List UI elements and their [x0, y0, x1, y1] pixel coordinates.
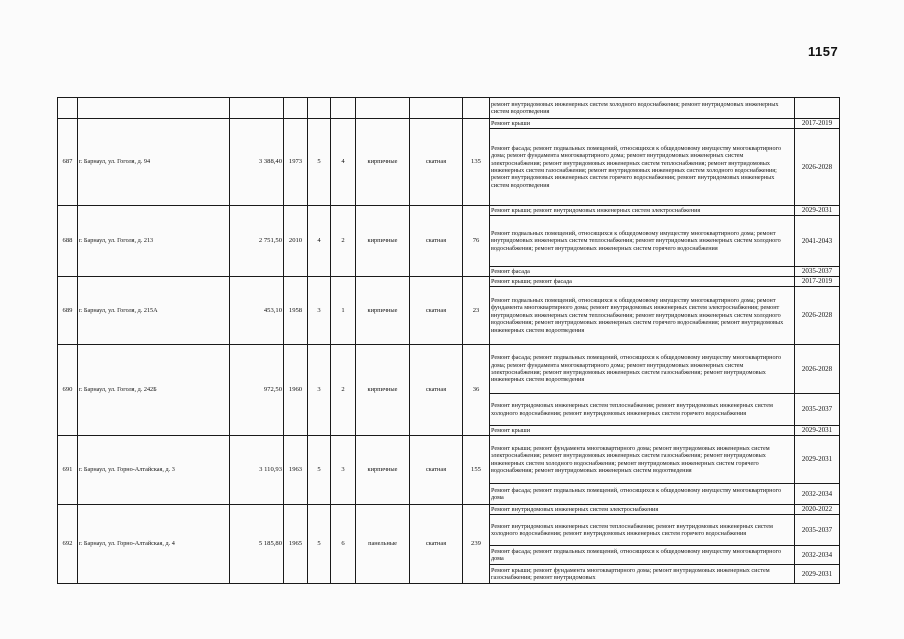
repair-period: 2029-2031: [795, 206, 840, 216]
total-area: 3 388,40: [230, 119, 284, 206]
empty-cell: [410, 98, 463, 119]
total-area: 2 751,50: [230, 206, 284, 277]
roof-type: скатная: [410, 505, 463, 584]
work-description: Ремонт крыши; ремонт фундамента многоквартирного дома; ремонт внутридомовых инженерных систем электроснабжения; ремонт внутридомовых инженерных систем газоснабжения; ремонт внутридомовых инженерных систем холодного водоснабжения; ремонт внутридомовых инженерных систем горячего водоснабжения; ремонт внутридомовых инженерных систем водоотведения: [490, 436, 795, 484]
apartments-count: 23: [463, 277, 490, 345]
address: г. Барнаул, ул. Горно-Алтайская, д. 4: [78, 505, 230, 584]
entrances-count: 3: [331, 436, 356, 505]
wall-material: кирпичные: [356, 119, 410, 206]
empty-cell: [58, 98, 78, 119]
entrances-count: 4: [331, 119, 356, 206]
floors-count: 5: [308, 436, 331, 505]
repair-period: 2035-2037: [795, 267, 840, 277]
table-row: [58, 277, 840, 287]
work-description: Ремонт крыши; ремонт фасада: [490, 277, 795, 287]
repair-period: 2017-2019: [795, 119, 840, 129]
address: г. Барнаул, ул. Гоголя, д. 242Б: [78, 345, 230, 436]
apartments-count: 135: [463, 119, 490, 206]
row-number: 690: [58, 345, 78, 436]
empty-cell: [308, 98, 331, 119]
empty-cell: [463, 98, 490, 119]
work-description: Ремонт фасада; ремонт подвальных помещений, относящихся к общедомовому имуществу многоквартирного дома; ремонт фундамента многоквартирного дома; ремонт внутридомовых инженерных систем электроснабжения; ремонт внутридомовых инженерных систем теплоснабжения; ремонт внутридомовых инженерных систем газоснабжения; ремонт внутридомовых инженерных систем холодного водоснабжения; ремонт внутридомовых инженерных систем горячего водоснабжения; ремонт внутридомовых инженерных систем водоотведения: [490, 129, 795, 206]
roof-type: скатная: [410, 436, 463, 505]
address: г. Барнаул, ул. Гоголя, д. 215А: [78, 277, 230, 345]
total-area: 972,50: [230, 345, 284, 436]
roof-type: скатная: [410, 277, 463, 345]
total-area: 3 110,93: [230, 436, 284, 505]
capital-repair-table: [57, 97, 840, 584]
entrances-count: 2: [331, 206, 356, 277]
work-description: Ремонт внутридомовых инженерных систем теплоснабжения; ремонт внутридомовых инженерных систем холодного водоснабжения; ремонт внутридомовых инженерных систем горячего водоснабжения: [490, 515, 795, 546]
table-row: [58, 119, 840, 129]
repair-period: 2029-2031: [795, 436, 840, 484]
empty-cell: [230, 98, 284, 119]
work-description: Ремонт подвальных помещений, относящихся к общедомовому имуществу многоквартирного дома; ремонт внутридомовых инженерных систем теплоснабжения; ремонт внутридомовых инженерных систем холодного водоснабжения; ремонт внутридомовых инженерных систем горячего водоснабжения: [490, 216, 795, 267]
work-description: ремонт внутридомовых инженерных систем холодного водоснабжения; ремонт внутридомовых инженерных систем водоотведения: [490, 98, 795, 119]
page-number: 1157: [808, 44, 839, 59]
total-area: 5 185,80: [230, 505, 284, 584]
year-built: 1973: [284, 119, 308, 206]
empty-cell: [795, 98, 840, 119]
work-description: Ремонт фасада; ремонт подвальных помещений, относящихся к общедомовому имуществу многоквартирного дома: [490, 484, 795, 505]
floors-count: 5: [308, 119, 331, 206]
roof-type: скатная: [410, 119, 463, 206]
year-built: 1965: [284, 505, 308, 584]
repair-period: 2017-2019: [795, 277, 840, 287]
row-number: 689: [58, 277, 78, 345]
year-built: 1958: [284, 277, 308, 345]
work-description: Ремонт крыши; ремонт внутридомовых инженерных систем электроснабжения: [490, 206, 795, 216]
work-description: Ремонт крыши: [490, 426, 795, 436]
work-description: Ремонт подвальных помещений, относящихся к общедомовому имуществу многоквартирного дома; ремонт фундамента многоквартирного дома; ремонт внутридомовых инженерных систем электроснабжения; ремонт внутридомовых инженерных систем теплоснабжения; ремонт внутридомовых инженерных систем холодного водоснабжения; ремонт внутридомовых инженерных систем горячего водоснабжения; ремонт внутридомовых инженерных систем водоотведения: [490, 287, 795, 345]
continuation-row: [58, 98, 840, 119]
table-row: [58, 345, 840, 394]
repair-period: 2035-2037: [795, 515, 840, 546]
roof-type: скатная: [410, 345, 463, 436]
empty-cell: [78, 98, 230, 119]
table-row: [58, 206, 840, 216]
floors-count: 3: [308, 277, 331, 345]
repair-period: 2020-2022: [795, 505, 840, 515]
floors-count: 4: [308, 206, 331, 277]
repair-period: 2032-2034: [795, 484, 840, 505]
work-description: Ремонт фасада; ремонт подвальных помещений, относящихся к общедомовому имуществу многоквартирного дома; ремонт фундамента многоквартирного дома; ремонт внутридомовых инженерных систем электроснабжения; ремонт внутридомовых инженерных систем газоснабжения; ремонт внутридомовых инженерных систем водоотведения: [490, 345, 795, 394]
wall-material: кирпичные: [356, 277, 410, 345]
floors-count: 5: [308, 505, 331, 584]
wall-material: кирпичные: [356, 206, 410, 277]
repair-period: 2029-2031: [795, 565, 840, 584]
row-number: 687: [58, 119, 78, 206]
entrances-count: 1: [331, 277, 356, 345]
repair-period: 2032-2034: [795, 546, 840, 565]
empty-cell: [331, 98, 356, 119]
work-description: Ремонт крыши; ремонт фундамента многоквартирного дома; ремонт внутридомовых инженерных систем газоснабжения; ремонт внутридомовых: [490, 565, 795, 584]
row-number: 691: [58, 436, 78, 505]
entrances-count: 2: [331, 345, 356, 436]
wall-material: кирпичные: [356, 345, 410, 436]
repair-period: 2026-2028: [795, 129, 840, 206]
repair-period: 2041-2043: [795, 216, 840, 267]
work-description: Ремонт фасада: [490, 267, 795, 277]
table-row: [58, 505, 840, 515]
row-number: 692: [58, 505, 78, 584]
work-description: Ремонт внутридомовых инженерных систем теплоснабжения; ремонт внутридомовых инженерных систем холодного водоснабжения; ремонт внутридомовых инженерных систем горячего водоснабжения: [490, 394, 795, 426]
work-description: Ремонт внутридомовых инженерных систем электроснабжения: [490, 505, 795, 515]
empty-cell: [356, 98, 410, 119]
address: г. Барнаул, ул. Гоголя, д. 213: [78, 206, 230, 277]
repair-period: 2029-2031: [795, 426, 840, 436]
repair-period: 2035-2037: [795, 394, 840, 426]
empty-cell: [284, 98, 308, 119]
roof-type: скатная: [410, 206, 463, 277]
address: г. Барнаул, ул. Гоголя, д. 94: [78, 119, 230, 206]
apartments-count: 155: [463, 436, 490, 505]
year-built: 1963: [284, 436, 308, 505]
table-body: [58, 98, 840, 584]
work-description: Ремонт крыши: [490, 119, 795, 129]
table-row: [58, 436, 840, 484]
apartments-count: 76: [463, 206, 490, 277]
wall-material: кирпичные: [356, 436, 410, 505]
repair-period: 2026-2028: [795, 345, 840, 394]
year-built: 1960: [284, 345, 308, 436]
wall-material: панельные: [356, 505, 410, 584]
work-description: Ремонт фасада; ремонт подвальных помещений, относящихся к общедомовому имуществу многоквартирного дома: [490, 546, 795, 565]
apartments-count: 239: [463, 505, 490, 584]
floors-count: 3: [308, 345, 331, 436]
address: г. Барнаул, ул. Горно-Алтайская, д. 3: [78, 436, 230, 505]
repair-period: 2026-2028: [795, 287, 840, 345]
total-area: 453,10: [230, 277, 284, 345]
apartments-count: 36: [463, 345, 490, 436]
year-built: 2010: [284, 206, 308, 277]
entrances-count: 6: [331, 505, 356, 584]
row-number: 688: [58, 206, 78, 277]
